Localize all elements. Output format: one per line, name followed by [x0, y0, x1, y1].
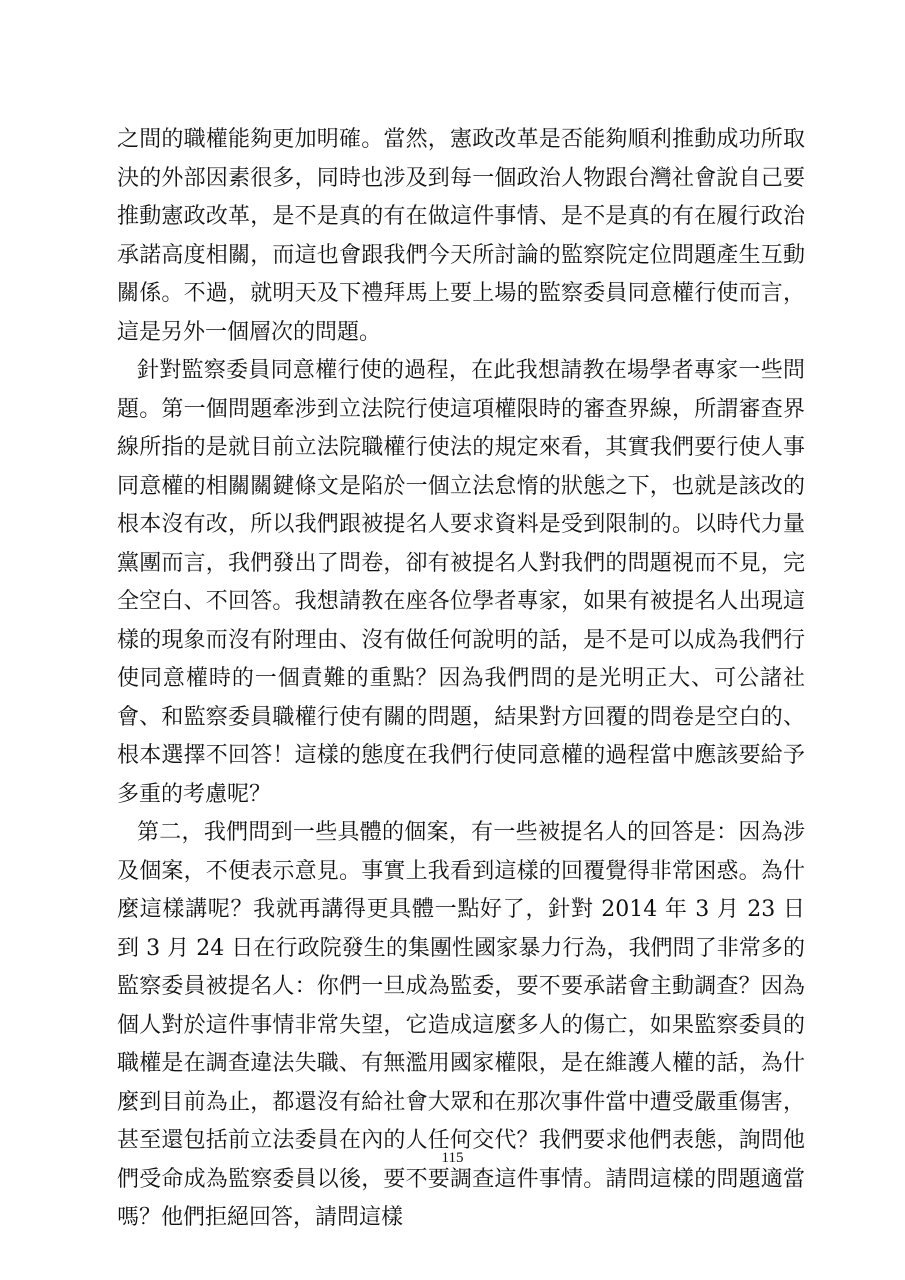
paragraph-1: 之間的職權能夠更加明確。當然，憲政改革是否能夠順利推動成功所取決的外部因素很多，同時也涉及到每一個政治人物跟台灣社會說自己要推動憲政改革，是不是真的有在做這件事情、是不是真的有在履行政治承諾高度相關，而這也會跟我們今天所討論的監察院定位問題產生互動關係。不過，就明天及下禮拜馬上要上場的監察委員同意權行使而言，這是另外一個層次的問題。: [117, 127, 805, 345]
paragraph-3: 第二，我們問到一些具體的個案，有一些被提名人的回答是：因為涉及個案，不便表示意見。事實上我看到這樣的回覆覺得非常困惑。為什麼這樣講呢？我就再講得更具體一點好了，針對 2014 年 3 月 23 日到 3 月 24 日在行政院發生的集團性國家暴力行為，我們問了非常多的監察委員被提名人：你們一旦成為監委，要不要承諾會主動調查？因為個人對於這件事情非常失望，它造成這麼多人的傷亡，如果監察委員的職權是在調查違法失職、有無濫用國家權限，是在維護人權的話，為什麼到目前為止，都還沒有給社會大眾和在那次事件當中遭受嚴重傷害，甚至還包括前立法委員在內的人任何交代？我們要求他們表態，詢問他們受命成為監察委員以後，要不要調查這件事情。請問這樣的問題適當嗎？他們拒絕回答，請問這樣: [117, 820, 805, 1230]
page-number: 115: [441, 1150, 464, 1166]
body-text: [117, 121, 805, 1238]
paragraph-2: 針對監察委員同意權行使的過程，在此我想請教在場學者專家一些問題。第一個問題牽涉到立法院行使這項權限時的審查界線，所謂審查界線所指的是就目前立法院職權行使法的規定來看，其實我們要行使人事同意權的相關關鍵條文是陷於一個立法怠惰的狀態之下，也就是該改的根本沒有改，所以我們跟被提名人要求資料是受到限制的。以時代力量黨團而言，我們發出了問卷，卻有被提名人對我們的問題視而不見，完全空白、不回答。我想請教在座各位學者專家，如果有被提名人出現這樣的現象而沒有附理由、沒有做任何說明的話，是不是可以成為我們行使同意權時的一個責難的重點？因為我們問的是光明正大、可公諸社會、和監察委員職權行使有關的問題，結果對方回覆的問卷是空白的、根本選擇不回答！這樣的態度在我們行使同意權的過程當中應該要給予多重的考慮呢？: [117, 358, 805, 807]
